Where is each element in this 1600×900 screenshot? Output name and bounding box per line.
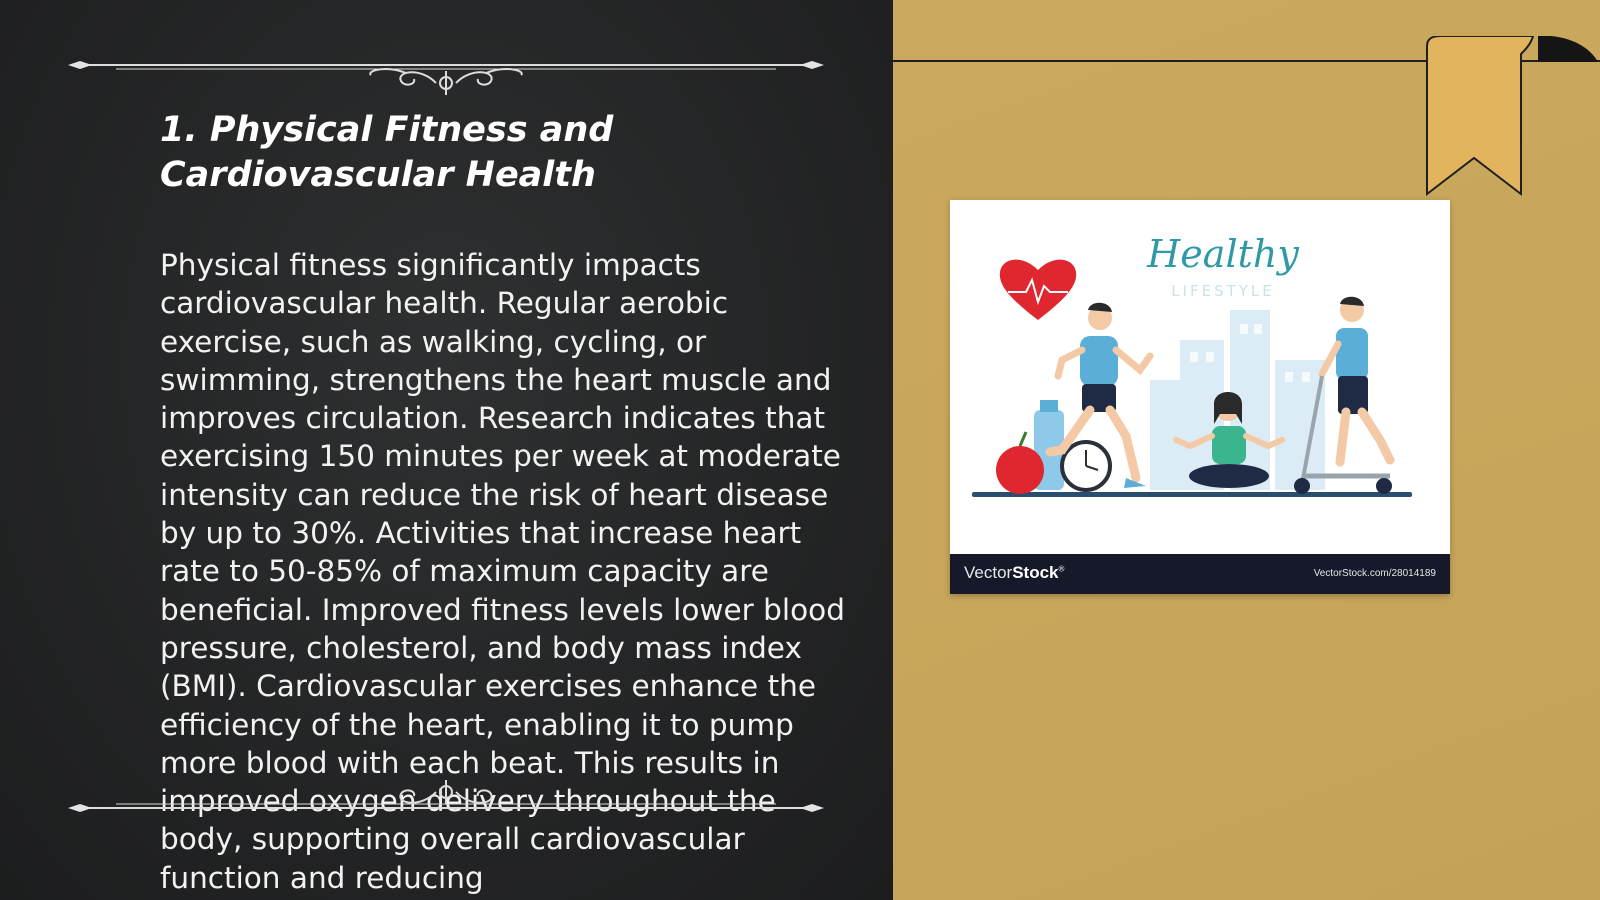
bookmark-icon: [1413, 36, 1600, 201]
image-panel: [893, 0, 1600, 900]
ornament-divider-icon: [66, 45, 826, 95]
ornament-divider-icon: [66, 780, 826, 830]
slide-title: 1. Physical Fitness and Cardiovascular Health: [160, 110, 614, 195]
watermark-brand-bold: Stock: [1012, 563, 1059, 582]
watermark-bar: [950, 554, 1450, 594]
watermark-url: VectorStock.com/28014189: [1313, 568, 1436, 579]
watermark-brand: [964, 563, 1064, 583]
healthy-lifestyle-image: [950, 200, 1450, 594]
slide-body-text: Physical fitness significantly impacts cardiovascular health. Regular aerobic exercise, such as walking, cycling, or swimming, strengthens the heart muscle and improves circulation. Research indicates that exercising 150 minutes per week at moderate intensity can reduce the risk of heart disease by up to 30%. Activities that increase heart rate to 50-85% of maximum capacity are beneficial. Improved fitness levels lower blood pressure, cholesterol, and body mass index (BMI). Cardiovascular exercises enhance the efficiency of the heart, enabling it to pump more blood with each beat. This results in improved oxygen delivery throughout the body, supporting overall cardiovascular function and reducing: [160, 248, 845, 895]
watermark-brand-light: Vector: [964, 563, 1013, 582]
heart-rate-icon: [1000, 260, 1076, 320]
image-script-title: Healthy: [1147, 232, 1299, 276]
image-script-subtitle: LIFESTYLE: [1171, 282, 1275, 300]
watermark-brand-mark: ®: [1058, 564, 1065, 574]
